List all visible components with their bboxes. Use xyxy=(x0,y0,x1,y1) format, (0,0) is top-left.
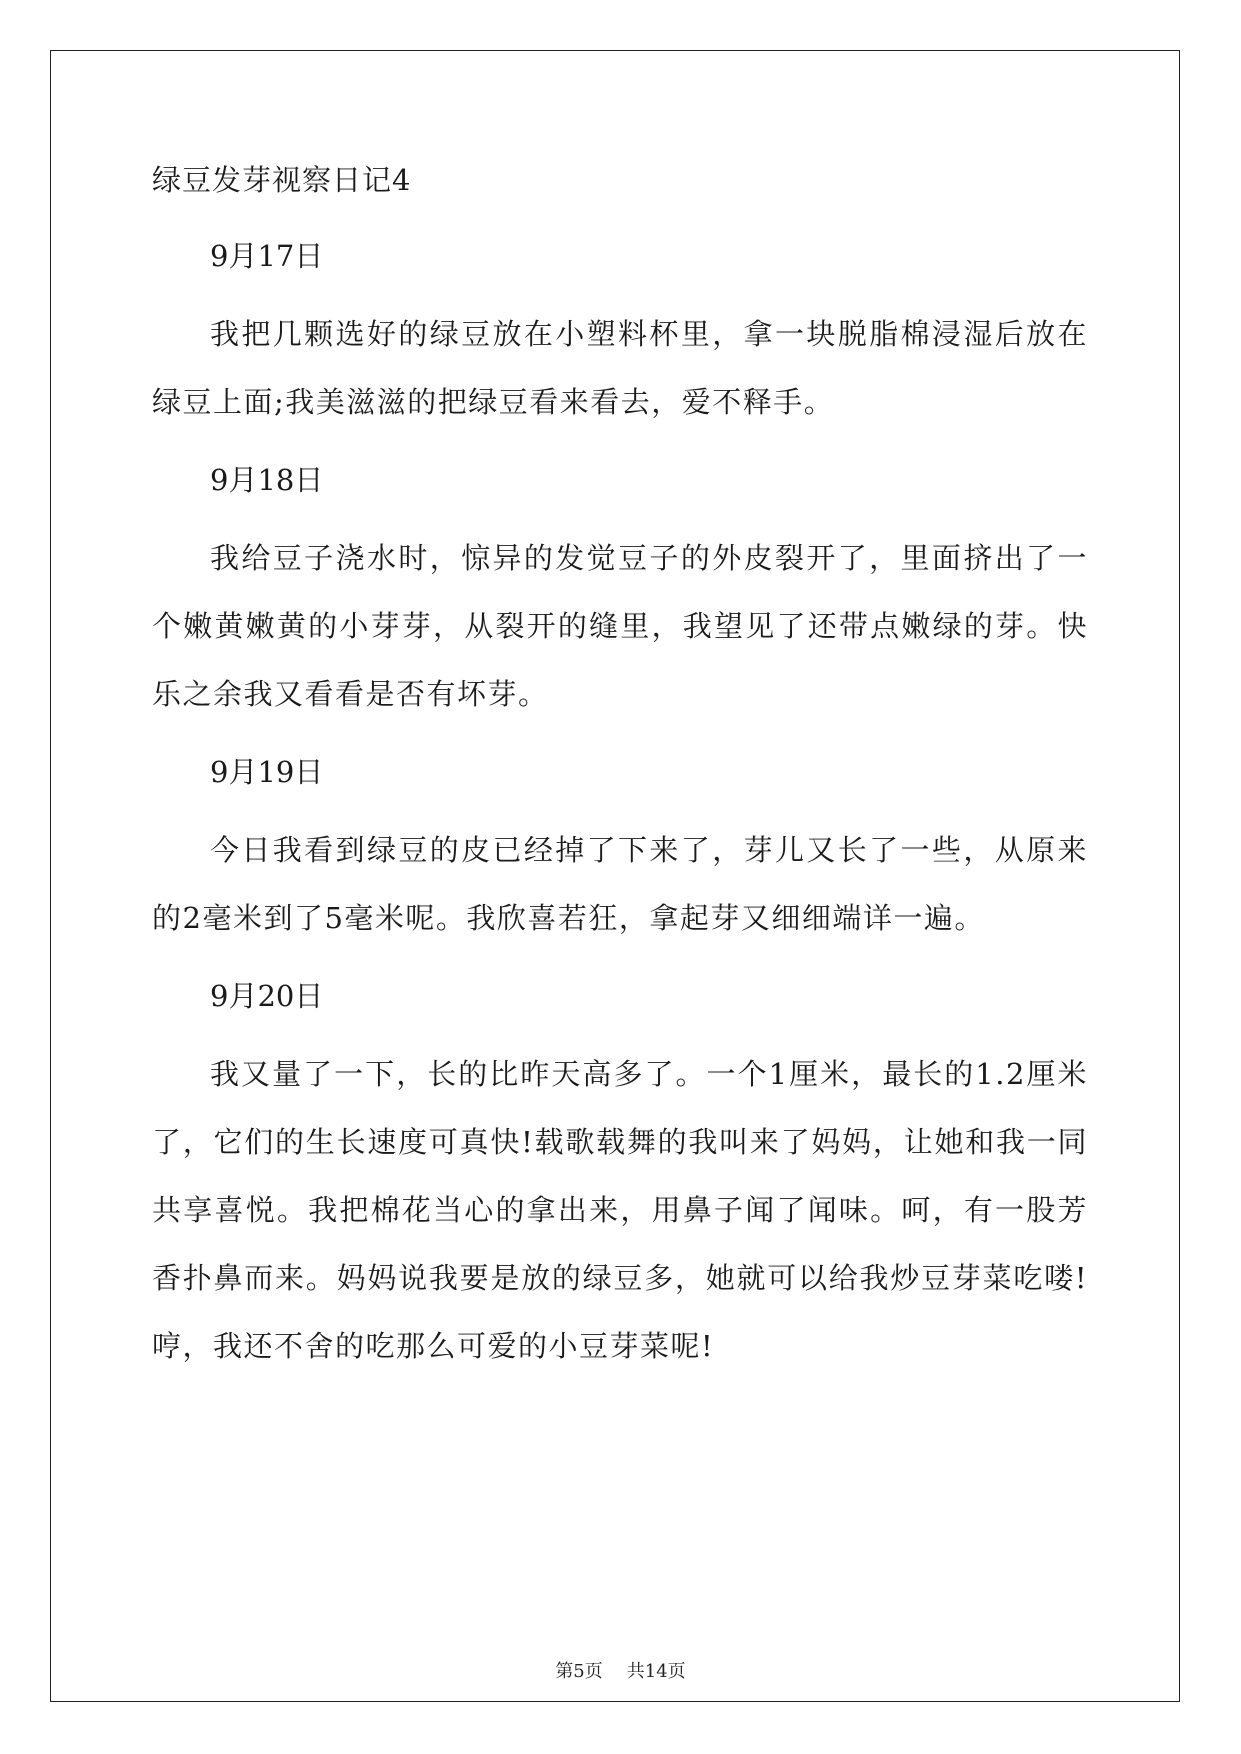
entry-text: 我又量了一下，长的比昨天高多了。一个1厘米，最长的1.2厘米了，它们的生长速度可真快!载歌载舞的我叫来了妈妈，让她和我一同共享喜悦。我把棉花当心的拿出来，用鼻子闻了闻味。呵，有一股芳香扑鼻而来。妈妈说我要是放的绿豆多，她就可以给我炒豆芽菜吃喽!哼，我还不舍的吃那么可爱的小豆芽菜呢! xyxy=(152,1057,1088,1363)
document-title: 绿豆发芽视察日记4 xyxy=(152,163,412,197)
entry-date: 9月20日 xyxy=(210,979,324,1013)
entry-text: 我把几颗选好的绿豆放在小塑料杯里，拿一块脱脂棉浸湿后放在绿豆上面;我美滋滋的把绿豆看来看去，爱不释手。 xyxy=(152,317,1088,419)
entry-text: 我给豆子浇水时，惊异的发觉豆子的外皮裂开了，里面挤出了一个嫩黄嫩黄的小芽芽，从裂开的缝里，我望见了还带点嫩绿的芽。快乐之余我又看看是否有坏芽。 xyxy=(152,541,1088,711)
entry-date: 9月17日 xyxy=(210,239,324,273)
page-footer xyxy=(0,1657,1241,1683)
entry-text: 今日我看到绿豆的皮已经掉了下来了，芽儿又长了一些，从原来的2毫米到了5毫米呢。我欣喜若狂，拿起芽又细细端详一遍。 xyxy=(152,833,1088,935)
document-body xyxy=(152,160,1088,1404)
entry-date: 9月18日 xyxy=(210,463,324,497)
page-total: 共14页 xyxy=(626,1661,686,1682)
entry-date: 9月19日 xyxy=(210,755,324,789)
page-number: 第5页 xyxy=(555,1661,603,1682)
